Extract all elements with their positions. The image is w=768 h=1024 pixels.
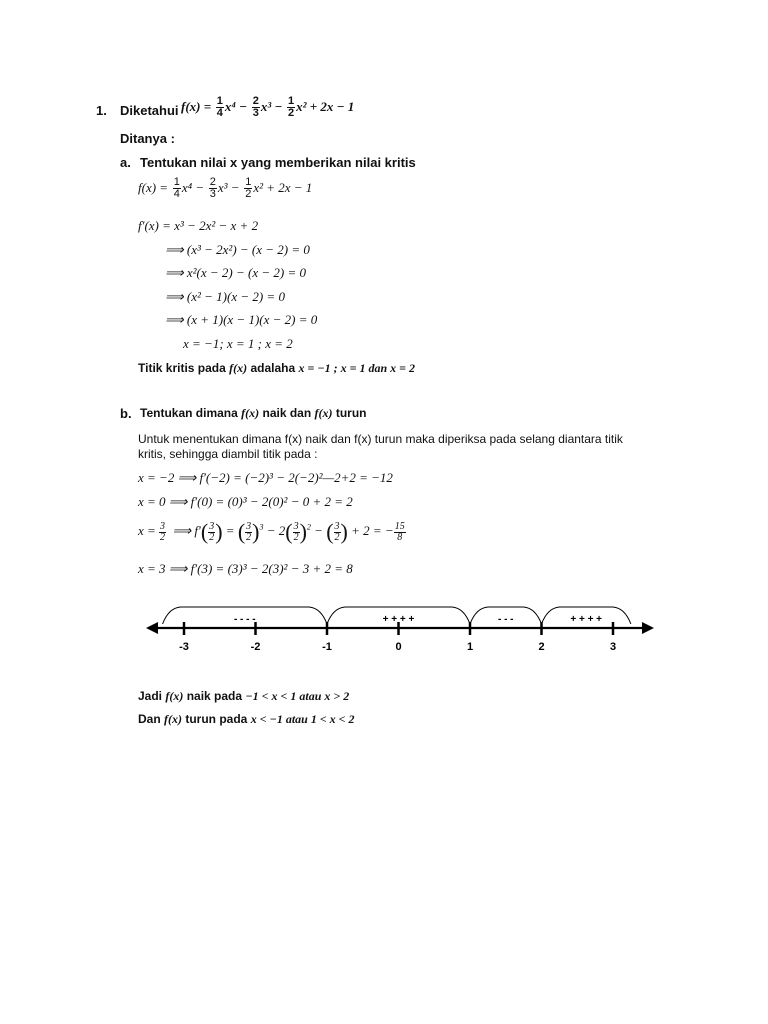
tick-label: 1 bbox=[466, 641, 474, 653]
roots: x = −1; x = 1 ; x = 2 bbox=[183, 336, 293, 351]
interval-signs: - - - bbox=[497, 614, 514, 625]
ticks bbox=[179, 622, 616, 653]
decreasing-result: Dan f(x) turun pada x < −1 atau 1 < x < 2 bbox=[138, 712, 355, 726]
step-3: ⟹ (x² − 1)(x − 2) = 0 bbox=[165, 289, 285, 304]
fraction: $\frac{1}{4}$ bbox=[216, 95, 223, 119]
sign-labels bbox=[234, 614, 602, 625]
test-point-3: x = 3 ⟹ f′(3) = (3)³ − 2(3)² − 3 + 2 = 8 bbox=[138, 561, 353, 576]
tick-label: 2 bbox=[538, 641, 545, 653]
number-line bbox=[140, 598, 660, 660]
test-point-0: x = 0 ⟹ f′(0) = (0)³ − 2(0)² − 0 + 2 = 2 bbox=[138, 494, 353, 509]
interval-signs: + + + + bbox=[382, 614, 415, 625]
step-1: ⟹ (x³ − 2x²) − (x − 2) = 0 bbox=[165, 242, 310, 257]
given-function: f(x) = $\frac{1}{4}$ x⁴ − $\frac{2}{3}$ x³ − $\frac{1}{2}$ x² + 2x − 1 bbox=[181, 95, 355, 119]
tick-label: 3 bbox=[609, 641, 617, 653]
tick-label: -2 bbox=[250, 641, 261, 653]
derivative: f′(x) = x³ − 2x² − x + 2 bbox=[138, 218, 259, 233]
step-2: ⟹ x²(x − 2) − (x − 2) = 0 bbox=[165, 265, 307, 280]
tick-label: -3 bbox=[179, 641, 189, 653]
right-arrow-icon bbox=[642, 622, 654, 634]
test-point-neg2: x = −2 ⟹ f′(−2) = (−2)³ − 2(−2)²—2+2 = −12 bbox=[138, 470, 393, 485]
part-a-title: Tentukan nilai x yang memberikan nilai kritis bbox=[140, 155, 416, 170]
fraction: $\frac{2}{3}$ bbox=[252, 95, 259, 119]
left-arrow-icon bbox=[146, 622, 158, 634]
interval-signs: - - - - bbox=[233, 614, 256, 625]
problem-number: 1. bbox=[96, 103, 107, 118]
paragraph-line-1: Untuk menentukan dimana f(x) naik dan f(x) turun maka diperiksa pada selang diantara titik bbox=[138, 432, 623, 446]
function-line: f(x) = $\frac{1}{4}$ x⁴ − $\frac{2}{3}$ x³ − $\frac{1}{2}$ x² + 2x − 1 bbox=[138, 176, 313, 200]
part-b-label: b. bbox=[120, 406, 132, 421]
fraction: $\frac{1}{2}$ bbox=[287, 95, 295, 119]
asked-label: Ditanya : bbox=[120, 131, 175, 146]
part-a-label: a. bbox=[120, 155, 131, 170]
interval-signs: + + + + bbox=[570, 614, 603, 625]
tick-label: 0 bbox=[395, 641, 402, 653]
increasing-result: Jadi f(x) naik pada −1 < x < 1 atau x > 2 bbox=[138, 689, 350, 703]
test-point-3-2: x = $\frac{3}{2}$ ⟹ f′( $\frac{3}{2}$ ) = ( $\frac{3}{2}$ )$^3$ − 2( $\frac{3}{2}$ )$^2$ − ( $\frac{3}{2}$ ) + 2 = − $\frac{15}{8}$ bbox=[138, 519, 405, 544]
tick-label: -1 bbox=[322, 641, 332, 653]
paragraph-line-2: kritis, sehingga diambil titik pada : bbox=[138, 447, 318, 461]
part-b-title: Tentukan dimana f(x) naik dan f(x) turun bbox=[140, 406, 367, 420]
step-4: ⟹ (x + 1)(x − 1)(x − 2) = 0 bbox=[165, 312, 318, 327]
given-label: Diketahui bbox=[120, 103, 179, 118]
critical-points-conclusion: Titik kritis pada f(x) adalaha x = −1 ; x = 1 dan x = 2 bbox=[138, 361, 416, 375]
